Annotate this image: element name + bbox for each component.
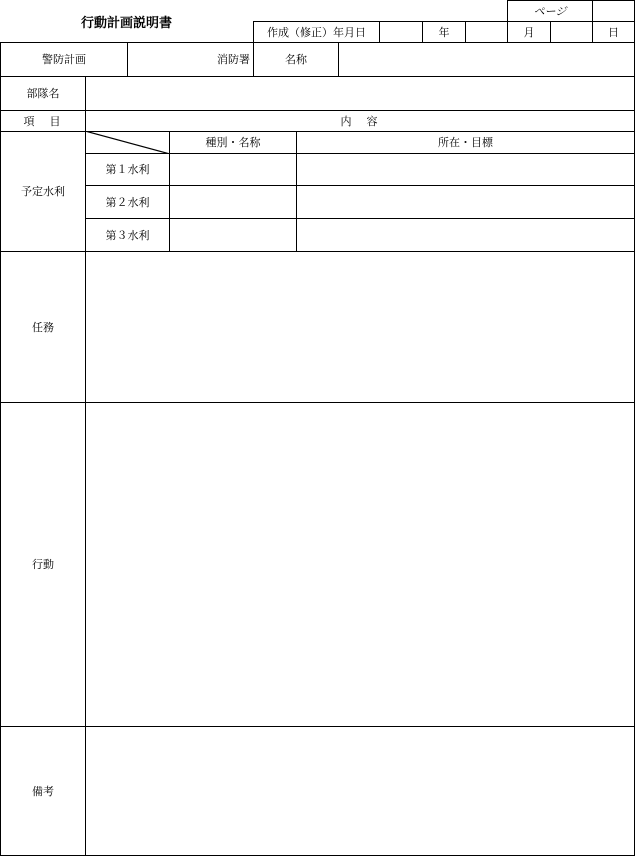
action-label: 行動 (0, 402, 86, 727)
day-label: 日 (592, 21, 635, 43)
date-label: 作成（修正）年月日 (253, 21, 380, 43)
month-label: 月 (507, 21, 551, 43)
diagonal-line (85, 131, 170, 154)
name-value-field[interactable] (338, 42, 635, 77)
page-number-field[interactable] (592, 0, 635, 22)
water-row-1-label: 第１水利 (85, 153, 170, 186)
unit-name-label: 部隊名 (0, 76, 86, 111)
water-row-1-type-field[interactable] (169, 153, 297, 186)
item-header: 項 目 (0, 110, 86, 132)
fire-station-field[interactable] (127, 42, 254, 77)
water-row-3-location-field[interactable] (296, 218, 635, 252)
month-value-field[interactable] (465, 21, 508, 43)
water-row-2-label: 第２水利 (85, 185, 170, 219)
year-label: 年 (422, 21, 466, 43)
remarks-content-field[interactable] (85, 726, 635, 856)
keibo-plan-label: 警防計画 (0, 42, 128, 77)
water-location-header: 所在・目標 (296, 131, 635, 154)
duty-content-field[interactable] (85, 251, 635, 403)
water-row-2-location-field[interactable] (296, 185, 635, 219)
water-row-3-type-field[interactable] (169, 218, 297, 252)
document-title: 行動計画説明書 (80, 15, 172, 31)
water-row-1-location-field[interactable] (296, 153, 635, 186)
unit-name-field[interactable] (85, 76, 635, 111)
page-label: ページ (507, 0, 593, 22)
year-value-field[interactable] (379, 21, 423, 43)
water-type-header: 種別・名称 (169, 131, 297, 154)
action-content-field[interactable] (85, 402, 635, 727)
remarks-label: 備考 (0, 726, 86, 856)
duty-label: 任務 (0, 251, 86, 403)
water-supply-label: 予定水利 (0, 131, 86, 252)
fire-station-suffix: 消防署 (217, 53, 250, 66)
water-row-3-label: 第３水利 (85, 218, 170, 252)
name-label: 名称 (253, 42, 339, 77)
water-row-2-type-field[interactable] (169, 185, 297, 219)
day-value-field[interactable] (550, 21, 593, 43)
content-header: 内 容 (85, 110, 635, 132)
